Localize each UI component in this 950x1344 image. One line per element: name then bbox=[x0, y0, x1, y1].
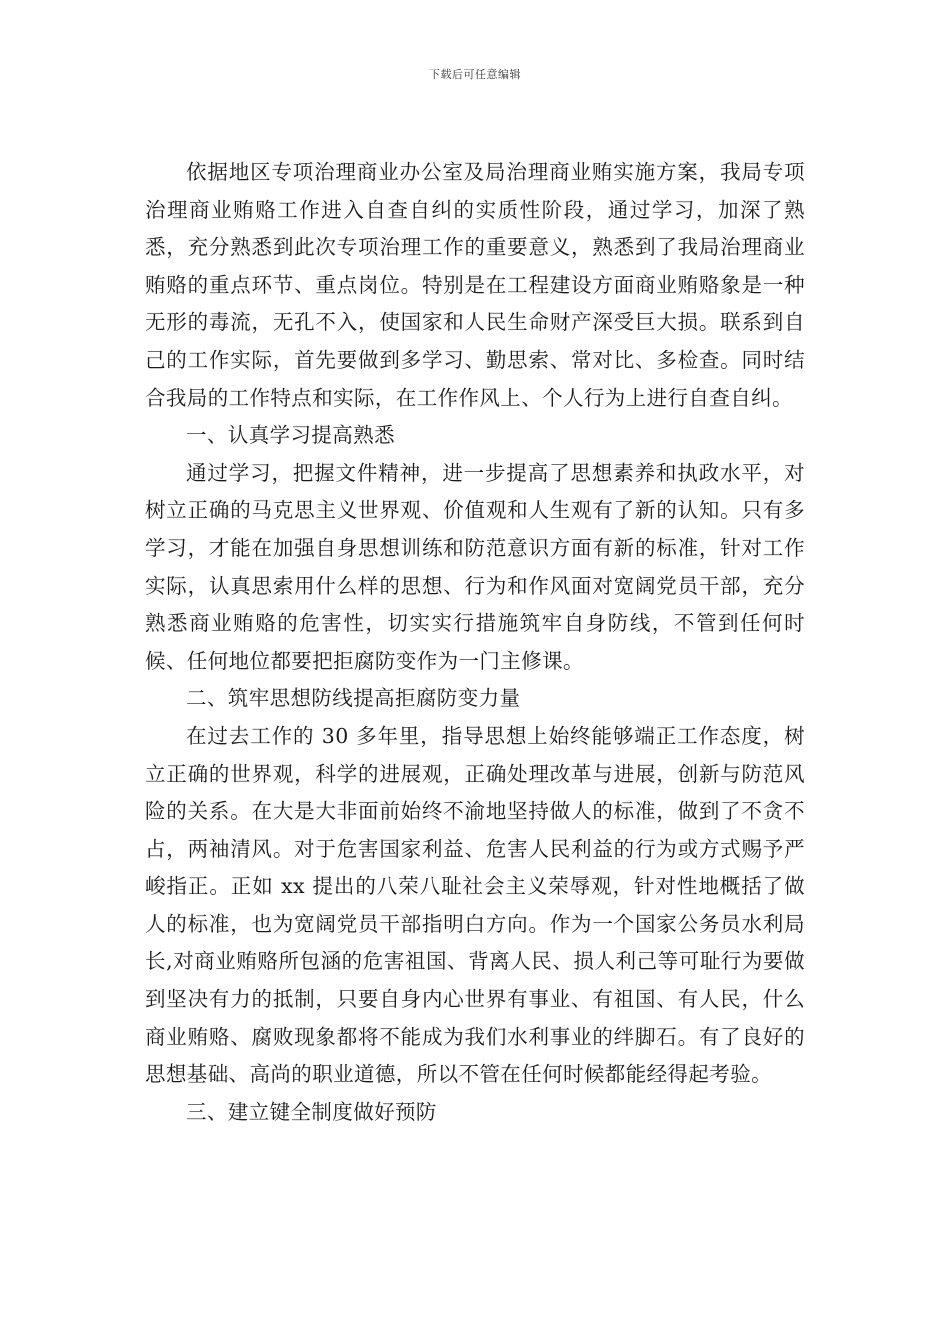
page-header-note: 下载后可任意编辑 bbox=[429, 68, 521, 81]
section-2-paragraph: 在过去工作的 30 多年里，指导思想上始终能够端正工作态度，树立正确的世界观，科学的进展观，正确处理改革与进展，创新与防范风险的关系。在大是大非面前始终不渝地坚持做人的标准，做到了不贪不占，两袖清风。对于危害国家利益、危害人民利益的行为或方式赐予严峻指正。正如 xx 提出的八荣八耻社会主义荣辱观，针对性地概括了做人的标准，也为宽阔党员干部指明白方向。作为一个国家公务员水利局长,对商业贿赂所包涵的危害祖国、背离人民、损人利己等可耻行为要做到坚决有力的抵制，只要自身内心世界有事业、有祖国、有人民，什么商业贿赂、腐败现象都将不能成为我们水利事业的绊脚石。有了良好的思想基础、高尚的职业道德，所以不管在任何时候都能经得起考验。 bbox=[145, 723, 805, 1087]
section-1-paragraph: 通过学习，把握文件精神，进一步提高了思想素养和执政水平，对树立正确的马克思主义世界观、价值观和人生观有了新的认知。只有多学习，才能在加强自身思想训练和防范意识方面有新的标准，针对工作实际，认真思索用什么样的思想、行为和作风面对宽阔党员干部，充分熟悉商业贿赂的危害性，切实实行措施筑牢自身防线，不管到任何时候、任何地位都要把拒腐防变作为一门主修课。 bbox=[145, 460, 805, 673]
intro-paragraph: 依据地区专项治理商业办公室及局治理商业贿实施方案，我局专项治理商业贿赂工作进入自查自纠的实质性阶段，通过学习，加深了熟悉，充分熟悉到此次专项治理工作的重要意义，熟悉到了我局治理商业贿赂的重点环节、重点岗位。特别是在工程建设方面商业贿赂象是一种无形的毒流，无孔不入，使国家和人民生命财产深受巨大损。联系到自己的工作实际，首先要做到多学习、勤思索、常对比、多检查。同时结合我局的工作特点和实际，在工作作风上、个人行为上进行自查自纠。 bbox=[145, 160, 805, 410]
section-1-heading: 一、认真学习提高熟悉 bbox=[186, 423, 395, 448]
section-2-heading: 二、筑牢思想防线提高拒腐防变力量 bbox=[186, 686, 521, 711]
document-body bbox=[145, 154, 805, 1131]
section-3-heading: 三、建立键全制度做好预防 bbox=[186, 1099, 437, 1124]
